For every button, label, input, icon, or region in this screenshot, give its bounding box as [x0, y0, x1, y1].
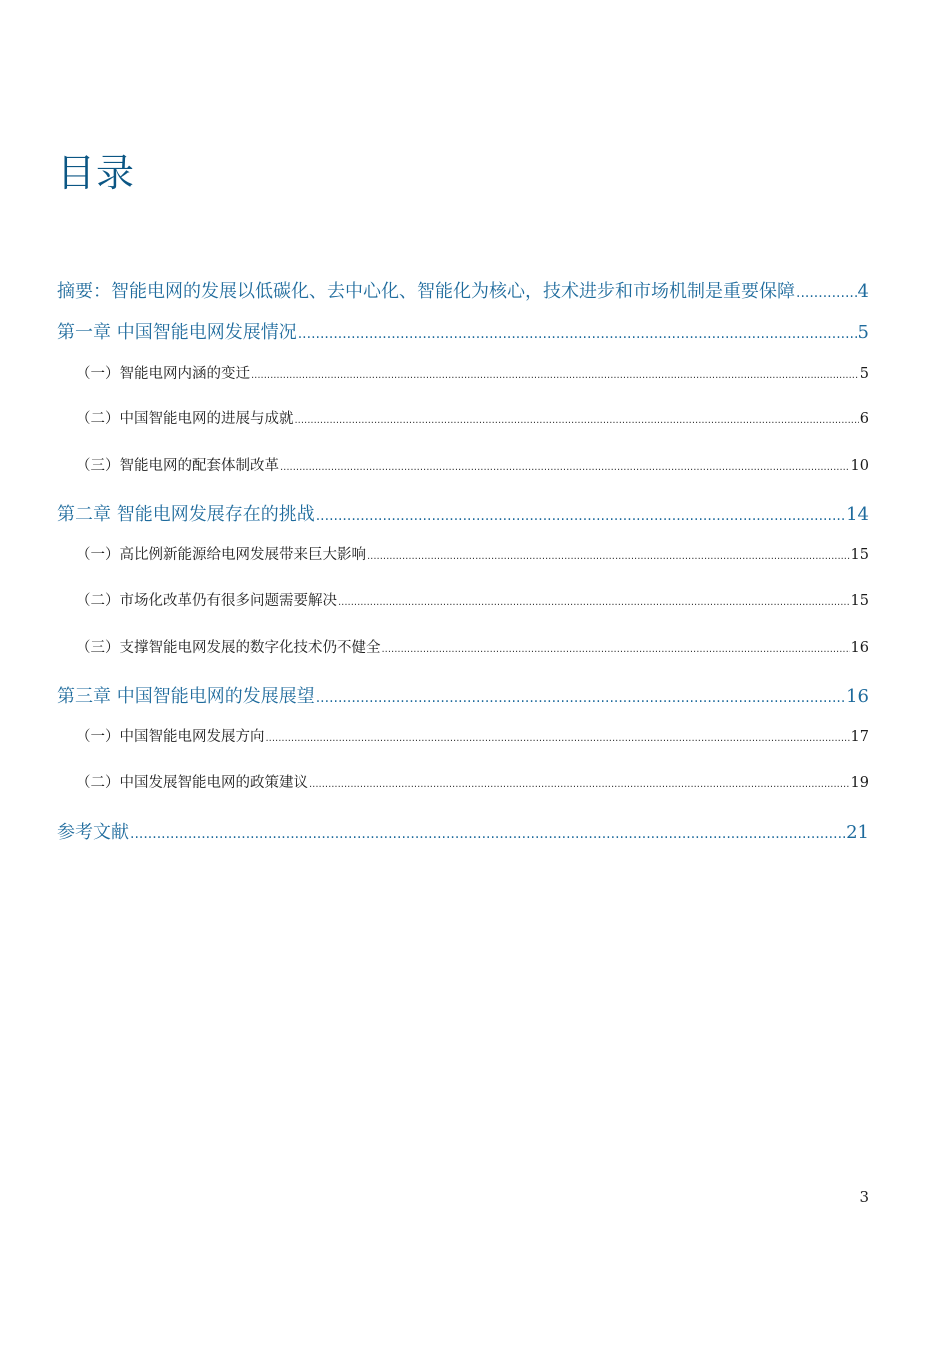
toc-leader-dots	[796, 280, 857, 306]
toc-entry-chapter-2[interactable]	[57, 502, 869, 528]
toc-leader-dots	[316, 503, 845, 529]
toc-entry-chapter-1[interactable]	[57, 320, 869, 346]
toc-leader-dots	[382, 639, 850, 661]
toc-entry-section-1-3[interactable]	[76, 455, 869, 477]
toc-entry-label: （二）中国智能电网的进展与成就	[76, 411, 294, 427]
toc-leader-dots	[316, 685, 845, 711]
toc-entry-label: （一）中国智能电网发展方向	[76, 729, 265, 745]
toc-entry-label: 摘要：智能电网的发展以低碳化、去中心化、智能化为核心，技术进步和市场机制是重要保障	[57, 281, 795, 302]
toc-entry-section-3-1[interactable]	[76, 726, 869, 748]
toc-entry-section-1-2[interactable]	[76, 408, 869, 430]
toc-entry-section-2-2[interactable]	[76, 590, 869, 612]
toc-entry-label: 参考文献	[57, 822, 129, 843]
toc-leader-dots	[295, 410, 859, 432]
toc-leader-dots	[280, 457, 850, 479]
toc-entry-label: （三）智能电网的配套体制改革	[76, 458, 279, 474]
toc-entry-label: 第三章 中国智能电网的发展展望	[57, 686, 315, 707]
toc-leader-dots	[338, 592, 850, 614]
toc-leader-dots	[309, 774, 850, 796]
toc-entry-section-1-1[interactable]	[76, 363, 869, 385]
toc-entry-section-3-2[interactable]	[76, 772, 869, 794]
toc-entry-label: 第一章 中国智能电网发展情况	[57, 322, 297, 343]
toc-entry-page: 15	[850, 547, 869, 563]
toc-entry-section-2-3[interactable]	[76, 637, 869, 659]
toc-entry-abstract[interactable]	[57, 279, 869, 305]
toc-entry-section-2-1[interactable]	[76, 544, 869, 566]
toc-entry-label: （三）支撑智能电网发展的数字化技术仍不健全	[76, 640, 381, 656]
page-number: 3	[859, 1188, 869, 1206]
toc-entry-label: （二）中国发展智能电网的政策建议	[76, 775, 308, 791]
toc-entry-page: 10	[850, 458, 869, 474]
toc-leader-dots	[298, 321, 857, 347]
toc-entry-page: 16	[846, 686, 869, 707]
toc-entry-page: 5	[857, 322, 869, 343]
toc-entry-references[interactable]	[57, 820, 869, 846]
toc-entry-page: 4	[857, 281, 869, 302]
toc-leader-dots	[266, 728, 850, 750]
toc-leader-dots	[367, 546, 850, 568]
toc-entry-label: 第二章 智能电网发展存在的挑战	[57, 504, 315, 525]
toc-entry-page: 15	[850, 593, 869, 609]
toc-entry-label: （二）市场化改革仍有很多问题需要解决	[76, 593, 337, 609]
toc-entry-page: 19	[850, 775, 869, 791]
toc-entry-label: （一）智能电网内涵的变迁	[76, 366, 250, 382]
toc-entry-page: 21	[846, 822, 869, 843]
toc-entry-page: 16	[850, 640, 869, 656]
toc-leader-dots	[251, 365, 859, 387]
toc-entry-page: 14	[846, 504, 869, 525]
toc-entry-chapter-3[interactable]	[57, 684, 869, 710]
toc-entry-page: 5	[859, 366, 869, 382]
toc-entry-page: 6	[859, 411, 869, 427]
toc-entry-label: （一）高比例新能源给电网发展带来巨大影响	[76, 547, 366, 563]
page-title: 目录	[57, 151, 136, 196]
toc-entry-page: 17	[850, 729, 869, 745]
toc-leader-dots	[130, 821, 845, 847]
